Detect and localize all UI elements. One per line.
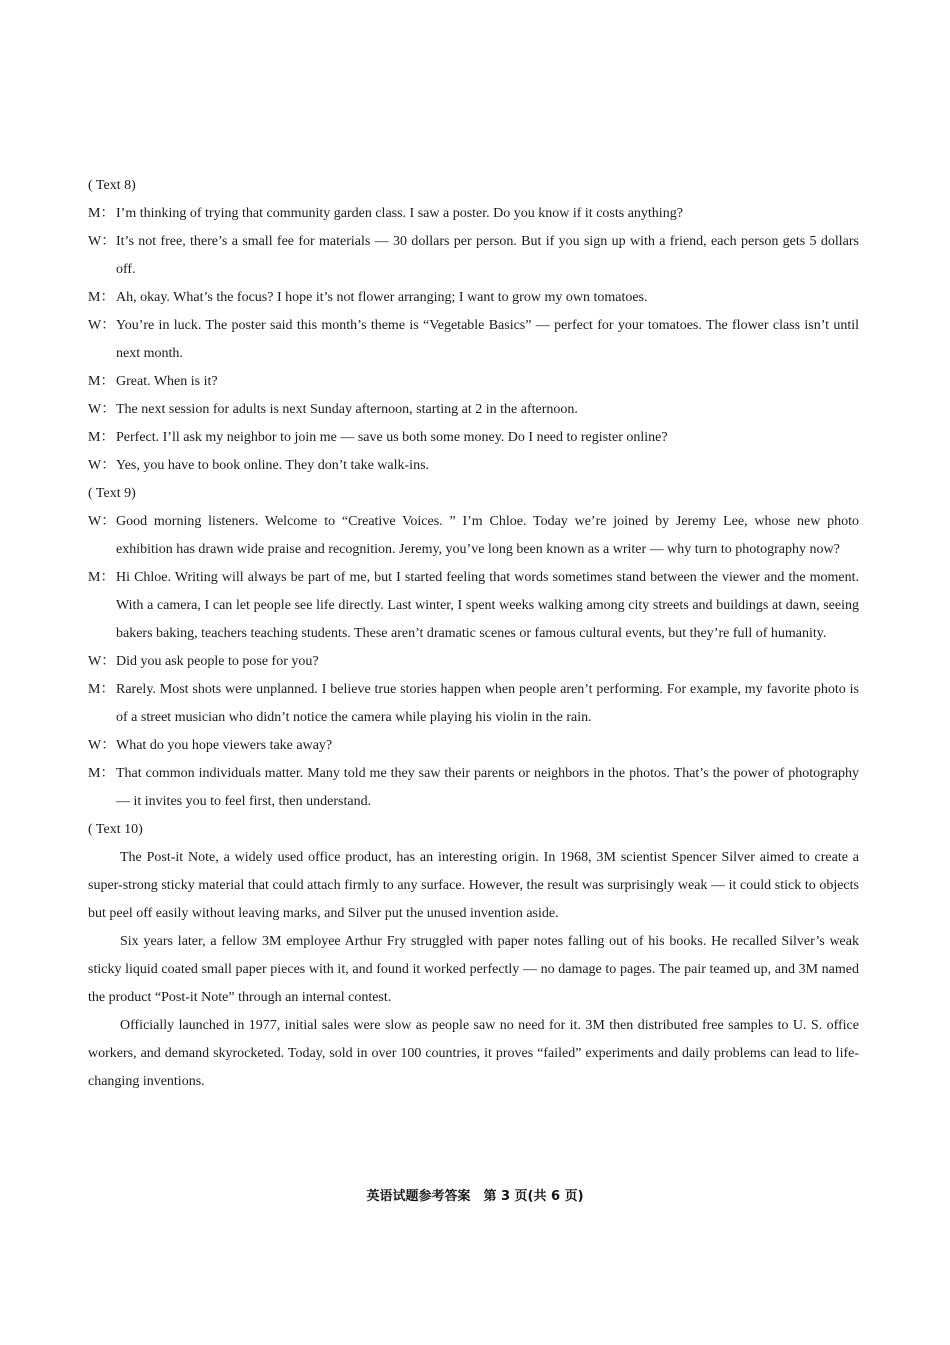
text9-heading: ( Text 9)	[88, 486, 136, 501]
page-footer: 英语试题参考答案 第 3 页(共 6 页)	[366, 1189, 584, 1204]
dialogue-turn	[88, 284, 859, 312]
dialogue-text: It’s not free, there’s a small fee for materials — 30 dollars per person. But if you sign up with a friend, each person gets 5 dollars off.	[116, 234, 859, 277]
dialogue-text: What do you hope viewers take away?	[116, 738, 333, 753]
speaker-label: M：	[88, 290, 115, 305]
speaker-label: W：	[88, 402, 116, 417]
speaker-label: W：	[88, 318, 116, 333]
dialogue-turn	[88, 564, 859, 648]
dialogue-turn	[88, 368, 859, 396]
passage-paragraph: Officially launched in 1977, initial sales were slow as people saw no need for it. 3M then distributed free samples to U. S. office workers, and demand skyrocketed. Today, sold in over 100 countries, it proves “failed” experiments and daily problems can lead to life-changing inventions.	[88, 1018, 859, 1089]
speaker-label: M：	[88, 430, 115, 445]
text10-heading: ( Text 10)	[88, 822, 143, 837]
speaker-label: M：	[88, 766, 115, 781]
text8-heading: ( Text 8)	[88, 178, 136, 193]
passage-paragraph: Six years later, a fellow 3M employee Arthur Fry struggled with paper notes falling out of his books. He recalled Silver’s weak sticky liquid coated small paper pieces with it, and found it worked perfectly — no damage to pages. The pair teamed up, and 3M named the product “Post-it Note” through an internal contest.	[88, 934, 859, 1005]
speaker-label: M：	[88, 206, 115, 221]
dialogue-turn	[88, 648, 859, 676]
dialogue-text: Perfect. I’ll ask my neighbor to join me — save us both some money. Do I need to register online?	[116, 430, 668, 445]
speaker-label: W：	[88, 458, 116, 473]
passage-paragraph: The Post-it Note, a widely used office product, has an interesting origin. In 1968, 3M scientist Spencer Silver aimed to create a super-strong sticky material that could attach firmly to any surface. However, the result was surprisingly weak — it could stick to objects but peel off easily without leaving marks, and Silver put the unused invention aside.	[88, 850, 859, 921]
dialogue-turn	[88, 760, 859, 816]
dialogue-text: You’re in luck. The poster said this month’s theme is “Vegetable Basics” — perfect for your tomatoes. The flower class isn’t until next month.	[116, 318, 859, 361]
dialogue-text: Rarely. Most shots were unplanned. I believe true stories happen when people aren’t performing. For example, my favorite photo is of a street musician who didn’t notice the camera while playing his violin in the rain.	[116, 682, 859, 725]
dialogue-text: I’m thinking of trying that community garden class. I saw a poster. Do you know if it costs anything?	[116, 206, 683, 221]
speaker-label: W：	[88, 234, 116, 249]
dialogue-turn	[88, 200, 859, 228]
speaker-label: M：	[88, 570, 115, 585]
dialogue-text: That common individuals matter. Many told me they saw their parents or neighbors in the photos. That’s the power of photography — it invites you to feel first, then understand.	[116, 766, 859, 809]
speaker-label: W：	[88, 738, 116, 753]
dialogue-turn	[88, 508, 859, 564]
dialogue-turn	[88, 312, 859, 368]
speaker-label: M：	[88, 682, 115, 697]
dialogue-text: The next session for adults is next Sunday afternoon, starting at 2 in the afternoon.	[116, 402, 578, 417]
dialogue-text: Hi Chloe. Writing will always be part of me, but I started feeling that words sometimes stand between the viewer and the moment. With a camera, I can let people see life directly. Last winter, I spent weeks walking among city streets and buildings at dawn, seeing bakers baking, teachers teaching students. These aren’t dramatic scenes or famous cultural events, but they’re full of humanity.	[116, 570, 859, 641]
answer-page-content	[88, 172, 859, 1096]
dialogue-text: Good morning listeners. Welcome to “Creative Voices. ” I’m Chloe. Today we’re joined by Jeremy Lee, whose new photo exhibition has drawn wide praise and recognition. Jeremy, you’ve long been known as a writer — why turn to photography now?	[116, 514, 859, 557]
dialogue-turn	[88, 732, 859, 760]
dialogue-turn	[88, 452, 859, 480]
speaker-label: M：	[88, 374, 115, 389]
dialogue-text: Great. When is it?	[116, 374, 218, 389]
dialogue-text: Yes, you have to book online. They don’t take walk-ins.	[116, 458, 430, 473]
dialogue-turn	[88, 676, 859, 732]
dialogue-text: Did you ask people to pose for you?	[116, 654, 319, 669]
dialogue-turn	[88, 424, 859, 452]
dialogue-turn	[88, 396, 859, 424]
dialogue-text: Ah, okay. What’s the focus? I hope it’s not flower arranging; I want to grow my own tomatoes.	[116, 290, 648, 305]
speaker-label: W：	[88, 514, 116, 529]
speaker-label: W：	[88, 654, 116, 669]
dialogue-turn	[88, 228, 859, 284]
